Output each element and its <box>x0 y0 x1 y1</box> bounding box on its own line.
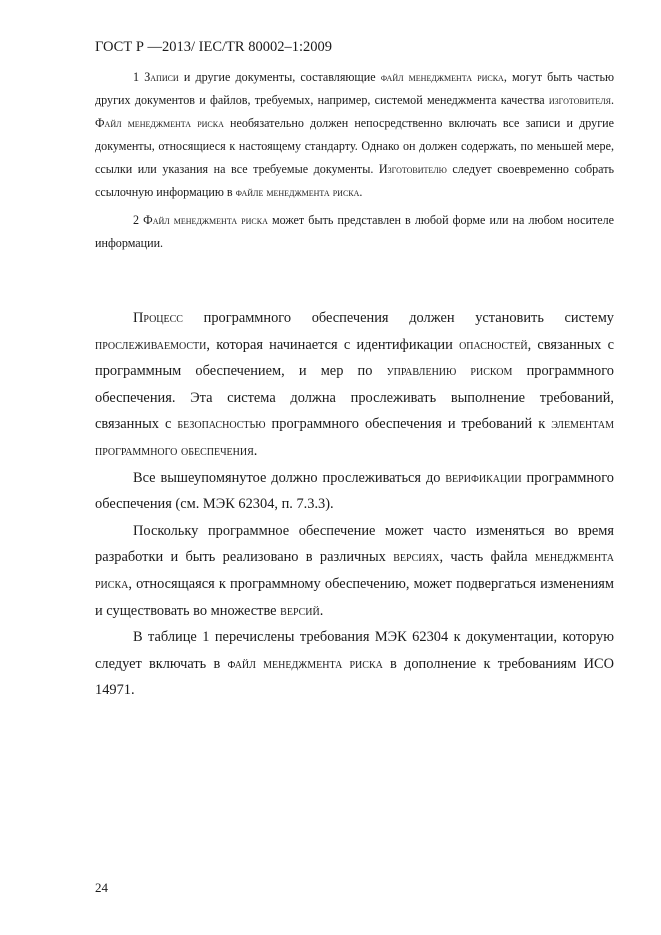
text-run: в дополнение к требованиям ИСО 14971. <box>95 655 614 699</box>
defined-term: Записи <box>144 70 179 84</box>
paragraph-versions <box>95 518 614 624</box>
text-run: . <box>319 602 324 619</box>
note-1 <box>95 66 614 203</box>
standard-code: ГОСТ Р —2013/ IEC/TR 80002–1:2009 <box>95 39 332 55</box>
text-run: Поскольку программное обеспечение может часто изменяться во время разработки и быть реализовано в различных <box>95 522 614 566</box>
text-run: . <box>253 442 258 459</box>
defined-term: прослеживаемости <box>95 336 207 353</box>
note-number: 1 <box>133 70 140 84</box>
defined-term: опасностей <box>459 336 528 353</box>
text-run: , которая начинается с идентификации <box>206 336 460 353</box>
defined-term: управлению риском <box>386 363 513 380</box>
defined-term: версиях <box>393 549 440 566</box>
defined-term: элементам программного обеспечения <box>95 416 614 459</box>
defined-term: менеджмента риска <box>95 549 614 592</box>
defined-term: верификации <box>445 469 522 486</box>
text-run: , связанных с программным обеспечением, и мер по <box>95 336 614 380</box>
text-run: , часть файла <box>439 549 535 566</box>
main-text <box>95 305 614 704</box>
note-number: 2 <box>133 213 140 228</box>
paragraph-table-reference <box>95 624 614 704</box>
defined-term: файл менеджмента риска <box>227 655 383 672</box>
text-run: следует своевременно собрать ссылочную информацию в <box>95 161 615 199</box>
text-run: программного обеспечения должен установить систему <box>182 310 614 326</box>
defined-term: изготовителя <box>548 92 611 107</box>
notes-section <box>95 66 614 255</box>
text-run: программного обеспечения. Эта система должна прослеживать выполнение требований, связанных с <box>95 363 614 433</box>
text-run: необязательно должен непосредственно включать все записи и другие документы, относящиеся к настоящему стандарту. Однако он должен содержать, по меньшей мере, ссылки или указания на все требуемые документы. <box>95 115 615 176</box>
text-run: . <box>610 92 614 107</box>
paragraph-traceability <box>95 305 614 465</box>
document-header <box>95 38 332 56</box>
text-run: программного обеспечения и требований к <box>265 416 552 433</box>
text-run: программного обеспечения (см. МЭК 62304, п. 7.3.3). <box>95 469 614 513</box>
defined-term: версий <box>280 602 320 619</box>
text-run: В таблице 1 перечислены требования МЭК 62304 к документации, которую следует включать в <box>95 629 614 672</box>
text-run: Все вышеупомянутое должно прослеживаться до <box>133 469 446 486</box>
text-run: может быть представлен в любой форме или на любом носителе информации. <box>95 213 615 251</box>
defined-term: Изготовителю <box>378 161 447 176</box>
defined-term: Файл менеджмента риска <box>143 213 268 228</box>
defined-term: Процесс <box>133 310 183 326</box>
defined-term: файл менеджмента риска <box>380 70 504 84</box>
text-run: . <box>359 184 363 199</box>
text-run: , относящаяся к программному обеспечению, может подвергаться изменениям и существовать во множестве <box>95 575 614 619</box>
defined-term: файле менеджмента риска <box>235 184 360 199</box>
defined-term: Файл менеджмента риска <box>95 115 224 130</box>
paragraph-verification <box>95 465 614 518</box>
text-run: и другие документы, составляющие <box>178 70 381 84</box>
page-number: 24 <box>95 880 108 895</box>
text-run: , могут быть частью других документов и файлов, требуемых, например, системой менеджмента качества <box>95 70 615 107</box>
note-2 <box>95 209 614 255</box>
defined-term: безопасностью <box>177 416 266 433</box>
